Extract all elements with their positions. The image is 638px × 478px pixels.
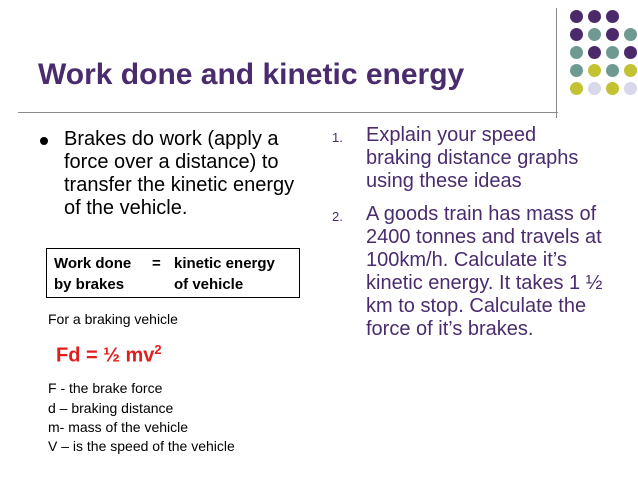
decor-dot [570,82,583,95]
bullet-item [40,128,295,220]
decor-dot [606,82,619,95]
decor-dot [606,28,619,41]
question-text: Explain your speed braking distance graphs using these ideas [366,124,579,192]
box-kinetic-energy: kinetic energy [174,255,275,272]
formula-superscript: 2 [154,342,162,357]
decor-dot [624,46,637,59]
decor-dot [606,64,619,77]
for-braking-label: For a braking vehicle [48,311,178,327]
definition-item: V – is the speed of the vehicle [48,438,235,454]
decor-dot [588,10,601,23]
decor-dot [570,10,583,23]
bullet-text: Brakes do work (apply a force over a distance) to transfer the kinetic energy of the vehicle. [64,128,295,219]
decor-dot [624,28,637,41]
question-number: 1. [332,130,343,145]
question-item [332,203,607,341]
definition-item: d – braking distance [48,400,174,416]
vertical-divider [556,8,557,118]
decor-dot [624,64,637,77]
equation-box [46,248,300,298]
bullet-dot-icon [40,137,48,145]
decor-dot [570,28,583,41]
box-of-vehicle: of vehicle [174,276,244,293]
decor-dot [606,46,619,59]
box-equals: = [152,255,161,272]
decor-dot [588,46,601,59]
formula-text: Fd = ½ mv [56,344,155,367]
decorative-dot-grid [566,10,638,106]
question-number: 2. [332,209,343,224]
decor-dot [624,82,637,95]
decor-dot [588,64,601,77]
box-by-brakes: by brakes [54,276,125,293]
formula [56,342,162,368]
decor-dot [606,10,619,23]
question-list [332,124,607,351]
definition-item: m- mass of the vehicle [48,419,189,435]
decor-dot [588,82,601,95]
question-item [332,124,607,193]
decor-dot [588,28,601,41]
slide-title: Work done and kinetic energy [38,58,465,91]
box-work-done: Work done [54,255,132,272]
question-text: A goods train has mass of 2400 tonnes and travels at 100km/h. Calculate it’s kinetic energy. It takes 1 ½ km to stop. Calculate the force of it’s brakes. [366,203,603,340]
decor-dot [570,64,583,77]
decor-dot [570,46,583,59]
title-divider [18,112,558,113]
definition-item: F - the brake force [48,380,163,396]
